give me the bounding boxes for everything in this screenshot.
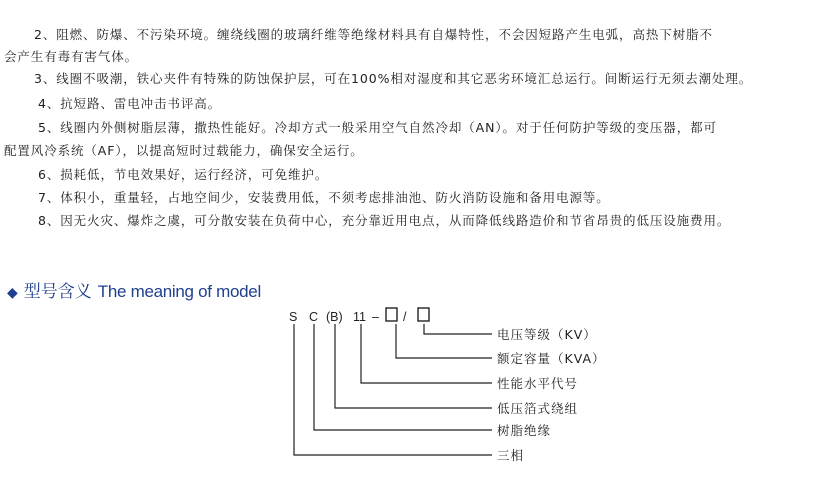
paragraph-2: 2、阻燃、防爆、不污染环境。缠绕线圈的玻璃纤维等绝缘材料具有自爆特性，不会因短路产生电弧，高热下树脂不 [34, 27, 713, 42]
label-voltage-level: 电压等级（KV） [497, 327, 597, 342]
code-c: C [309, 310, 319, 324]
label-three-phase: 三相 [497, 448, 525, 463]
voltage-box [418, 308, 429, 321]
code-slash: / [403, 310, 407, 324]
leader-lines [294, 324, 492, 455]
capacity-box [386, 308, 397, 321]
label-foil-winding: 低压箔式绕组 [497, 401, 579, 416]
paragraph-2-cont: 会产生有毒有害气体。 [4, 49, 139, 64]
paragraph-5: 5、线圈内外侧树脂层薄，撒热性能好。冷却方式一般采用空气自然冷却（AN）。对于任何防护等级的变压器，都可 [38, 120, 717, 135]
label-rated-capacity: 额定容量（KVA） [497, 351, 606, 366]
section-title-en: The meaning of model [97, 282, 261, 301]
code-11: 11 [353, 310, 366, 324]
paragraph-7: 7、体积小，重量轻，占地空间少，安装费用低，不须考虑排油池、防火消防设施和备用电源等。 [38, 190, 610, 205]
paragraph-6: 6、损耗低，节电效果好，运行经济，可免维护。 [38, 167, 329, 182]
code-s: S [289, 310, 298, 324]
paragraph-3: 3、线圈不吸潮，铁心夹件有特殊的防蚀保护层，可在100%相对湿度和其它恶劣环境汇总运行。间断运行无须去潮处理。 [34, 71, 753, 86]
paragraph-4: 4、抗短路、雷电冲击书评高。 [38, 96, 222, 111]
code-dash: – [372, 310, 379, 324]
code-b: (B) [326, 310, 343, 324]
paragraph-8: 8、因无火灾、爆炸之虞，可分散安装在负荷中心，充分靠近用电点，从而降低线路造价和节省昂贵的低压设施费用。 [38, 213, 731, 228]
label-resin-insulation: 树脂绝缘 [497, 423, 552, 438]
paragraph-5-cont: 配置风冷系统（AF），以提高短时过载能力，确保安全运行。 [4, 143, 364, 158]
label-performance-code: 性能水平代号 [497, 376, 579, 391]
section-title-cn: 型号含义 [23, 282, 92, 302]
diamond-bullet-icon: ◆ [7, 285, 18, 301]
